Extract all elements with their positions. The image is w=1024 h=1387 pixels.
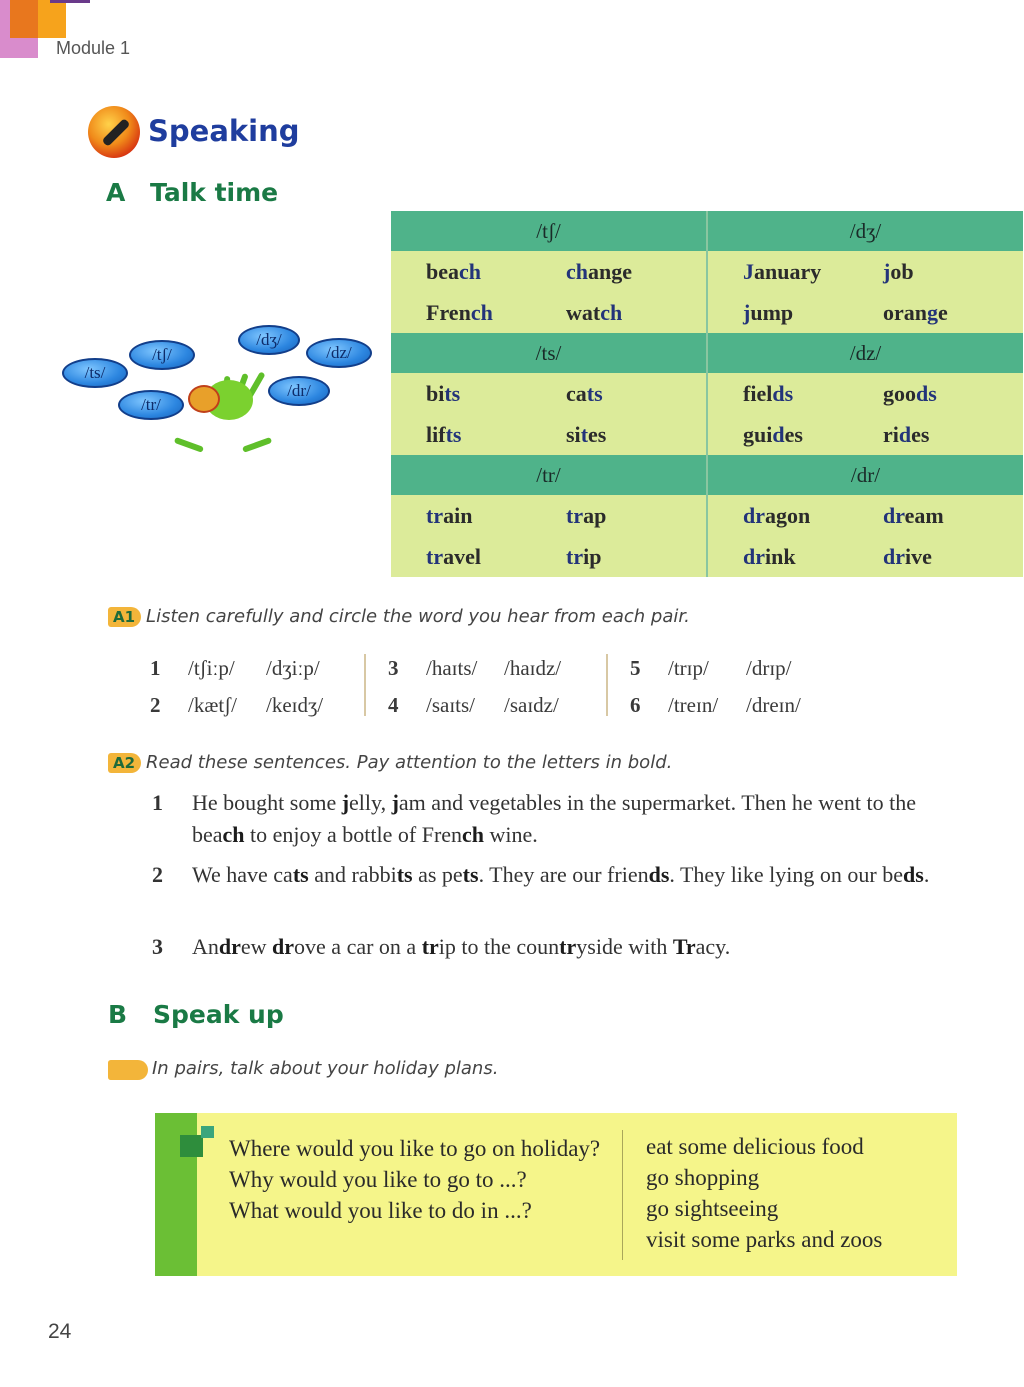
word: January [743,258,822,284]
highlighted-letters: t [580,421,589,447]
highlighted-letters: ts [444,380,461,406]
pair-item [150,687,380,724]
ipa-option: /drɪp/ [746,656,792,680]
word: fields [743,380,794,406]
word-row [708,292,1023,333]
highlighted-letters: d [898,421,912,447]
ipa-option: /keɪdʒ/ [266,693,324,717]
a2-instruction-text: Read these sentences. Pay attention to the letters in bold. [146,752,673,773]
bold-letters: j [341,790,350,815]
decor-square [180,1135,203,1157]
highlighted-letters: g [927,299,938,325]
word: drive [883,543,932,569]
pair-number: 1 [150,656,161,680]
highlighted-letters: tr [566,502,584,528]
word: cats [566,380,603,406]
word-row [391,414,706,455]
word-row [708,251,1023,292]
part-a-title: Talk time [150,178,279,207]
word: beach [426,258,481,284]
highlighted-letters: ts [586,380,603,406]
activity: go shopping [646,1165,760,1190]
word: dream [883,502,944,528]
ipa-option: /haɪts/ [426,656,478,680]
highlighted-letters: ds [916,380,937,406]
word-row [391,292,706,333]
a1-instruction [108,606,690,627]
bold-letters: tr [421,934,439,959]
word-cell [707,495,1023,577]
corner-block-yellow [38,0,66,38]
bold-letters: ch [462,822,485,847]
word: jump [743,299,794,325]
highlighted-letters: ts [445,421,462,447]
pair-item [630,650,860,687]
speech-bubble: /tr/ [118,390,184,420]
highlighted-letters: tr [426,543,444,569]
word: trip [566,543,602,569]
pair-item [388,650,618,687]
pair-column [388,650,618,724]
section-title: Speaking [148,114,300,148]
bold-letters: ts [292,862,309,887]
parrot-beak [188,385,220,413]
sentence-text: Andrew drove a car on a trip to the countryside with Tracy. [192,934,731,959]
word: French [426,299,493,325]
word-row [391,536,706,577]
word: bits [426,380,461,406]
ipa-option: /treɪn/ [668,693,719,717]
pair-column [150,650,380,724]
activity: go sightseeing [646,1196,779,1221]
word: trap [566,502,607,528]
question: Where would you like to go on holiday? [229,1136,601,1161]
word: watch [566,299,623,325]
corner-block-purple [50,0,90,3]
ipa-option: /tʃiːp/ [188,656,235,680]
word: sites [566,421,607,447]
decor-square [201,1126,214,1138]
pair-item [150,650,380,687]
sentence-number: 2 [152,862,163,887]
highlighted-letters: ch [566,258,588,284]
b-instruction-text: In pairs, talk about your holiday plans. [152,1058,499,1079]
word-row [391,251,706,292]
activity: eat some delicious food [646,1134,864,1159]
word: drink [743,543,796,569]
question: Why would you like to go to ...? [229,1167,527,1192]
corner-block-orange [10,0,40,38]
pair-item [630,687,860,724]
sound-header: /dʒ/ [707,211,1023,251]
word-cell [391,251,707,333]
word-row [708,373,1023,414]
ipa-option: /haɪdz/ [504,656,562,680]
question: What would you like to do in ...? [229,1198,532,1223]
highlighted-letters: j [883,258,891,284]
speech-bubble: /tʃ/ [129,340,195,370]
pair-number: 2 [150,693,161,717]
word: train [426,502,473,528]
pair-number: 6 [630,693,641,717]
word: orange [883,299,948,325]
word: travel [426,543,481,569]
box-divider [622,1130,623,1260]
highlighted-letters: ch [459,258,481,284]
instruction-marker-icon [108,1060,148,1080]
highlighted-letters: d [772,421,785,447]
word-cell [391,495,707,577]
bold-letters: Tr [672,934,696,959]
word-row [708,495,1023,536]
question-list [229,1133,609,1226]
bold-letters: ts [396,862,413,887]
a1-badge: A1 [108,607,141,627]
a2-badge: A2 [108,753,141,773]
highlighted-letters: J [743,258,754,284]
a1-instruction-text: Listen carefully and circle the word you hear from each pair. [146,606,690,627]
sentence-number: 3 [152,934,163,959]
a2-instruction [108,752,672,773]
highlighted-letters: ds [772,380,794,406]
sentence-number: 1 [152,790,163,815]
bold-letters: dr [272,934,295,959]
sound-header: /dr/ [707,455,1023,495]
highlighted-letters: dr [743,543,765,569]
highlighted-letters: tr [566,543,584,569]
sound-header: /tʃ/ [391,211,707,251]
pair-number: 5 [630,656,641,680]
part-a-letter: A [106,178,126,207]
word: change [566,258,632,284]
speech-bubble: /dʒ/ [238,325,300,355]
sound-header: /tr/ [391,455,707,495]
pair-item [388,687,618,724]
word: rides [883,421,930,447]
a2-sentences [152,787,972,967]
highlighted-letters: tr [426,502,444,528]
pair-number: 3 [388,656,399,680]
highlighted-letters: ch [600,299,623,325]
microphone-icon [88,106,140,158]
pair-column [630,650,860,724]
ipa-option: /saɪts/ [426,693,476,717]
bold-letters: ts [462,862,479,887]
highlighted-letters: dr [743,502,765,528]
part-b-letter: B [108,1000,128,1029]
bold-letters: tr [559,934,577,959]
pair-number: 4 [388,693,399,717]
b-instruction [108,1058,498,1080]
ipa-option: /trɪp/ [668,656,709,680]
sentence-text: We have cats and rabbits as pets. They are our friends. They like lying on our beds. [192,862,930,887]
word-row [391,373,706,414]
phonics-table [391,211,1023,577]
word: guides [743,421,803,447]
word: lifts [426,421,462,447]
word-cell [391,373,707,455]
word-cell [707,251,1023,333]
word-row [391,495,706,536]
ipa-option: /saɪdz/ [504,693,559,717]
speech-bubble: /ts/ [62,358,128,388]
bold-letters: j [391,790,399,815]
word-row [708,414,1023,455]
word-cell [707,373,1023,455]
bold-letters: ds [903,862,924,887]
part-b-title: Speak up [153,1000,284,1029]
word: job [883,258,914,284]
activity-list [646,1131,946,1255]
ipa-option: /dreɪn/ [746,693,801,717]
highlighted-letters: ch [470,299,493,325]
ipa-option: /dʒiːp/ [266,656,320,680]
page-number: 24 [48,1320,72,1343]
sound-header: /ts/ [391,333,707,373]
highlighted-letters: dr [883,502,905,528]
word: goods [883,380,937,406]
speech-bubble: /dz/ [306,338,372,368]
word-row [708,536,1023,577]
bold-letters: ch [222,822,245,847]
speech-bubble: /dr/ [268,376,330,406]
sound-header: /dz/ [707,333,1023,373]
module-label: Module 1 [56,38,131,58]
bold-letters: ds [648,862,670,887]
highlighted-letters: dr [883,543,905,569]
ipa-option: /kætʃ/ [188,693,238,717]
sentence-text: He bought some jelly, jam and vegetables in the supermarket. Then he went to the beach to enjoy a bottle of French wine. [192,790,916,847]
highlighted-letters: j [743,299,751,325]
word: dragon [743,502,811,528]
activity: visit some parks and zoos [646,1227,883,1252]
bold-letters: dr [218,934,241,959]
